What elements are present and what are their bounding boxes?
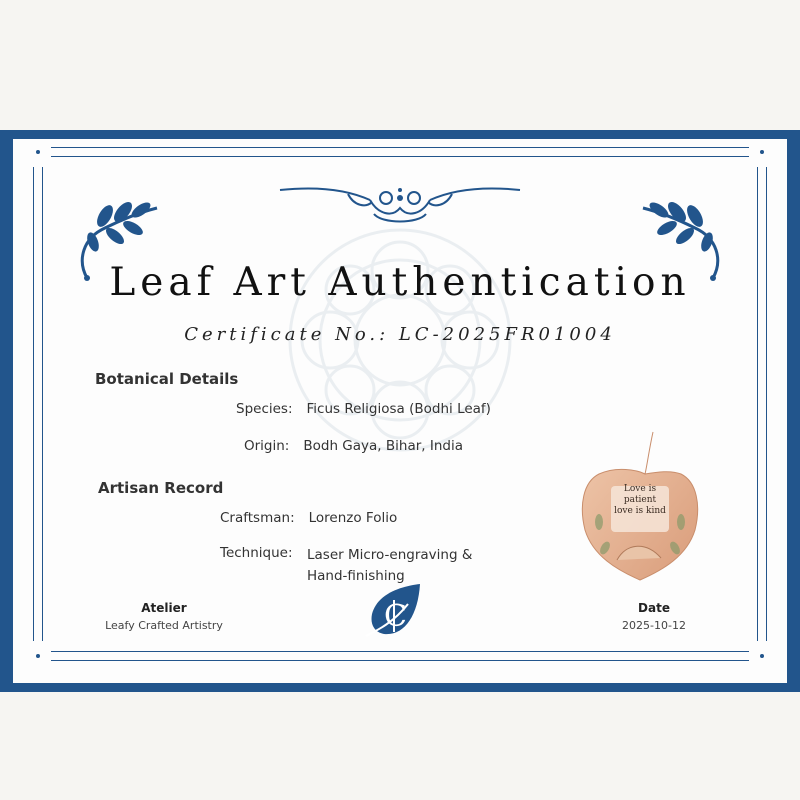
certificate-number: Certificate No.: LC-2025FR01004 xyxy=(184,324,616,345)
corner-dot-icon xyxy=(760,654,764,658)
craftsman-field xyxy=(220,510,397,526)
technique-value-wrap xyxy=(307,545,492,587)
date-value: 2025-10-12 xyxy=(622,619,686,632)
border-line-bottom-outer xyxy=(51,660,749,661)
logo-letter: C xyxy=(384,599,407,634)
artisan-record-heading: Artisan Record xyxy=(98,479,224,497)
origin-field xyxy=(244,438,463,454)
atelier-label: Atelier xyxy=(141,601,187,615)
origin-label: Origin: xyxy=(244,438,290,454)
technique-field xyxy=(220,545,307,561)
technique-label: Technique: xyxy=(220,545,293,561)
certificate-title: Leaf Art Authentication xyxy=(109,260,691,305)
corner-dot-icon xyxy=(760,150,764,154)
craftsman-value: Lorenzo Folio xyxy=(308,510,398,526)
ornamental-flourish-icon xyxy=(278,184,522,226)
leaf-inscription xyxy=(607,484,673,517)
botanical-details-heading: Botanical Details xyxy=(95,370,239,388)
border-line-right-outer xyxy=(766,167,767,641)
atelier-value: Leafy Crafted Artistry xyxy=(105,619,223,632)
leaf-logo-icon xyxy=(364,582,424,638)
species-label: Species: xyxy=(236,401,293,417)
date-label: Date xyxy=(638,601,670,615)
species-value: Ficus Religiosa (Bodhi Leaf) xyxy=(306,401,491,417)
craftsman-label: Craftsman: xyxy=(220,510,295,526)
border-line-top-outer xyxy=(51,147,749,148)
border-line-bottom-inner xyxy=(51,651,749,652)
border-line-right-inner xyxy=(757,167,758,641)
species-field xyxy=(236,401,491,417)
origin-value: Bodh Gaya, Bihar, India xyxy=(303,438,463,454)
technique-value: Laser Micro-engraving & Hand-finishing xyxy=(307,547,473,584)
corner-dot-icon xyxy=(36,150,40,154)
leaf-inscription-line2: love is kind xyxy=(614,506,666,516)
border-line-left-outer xyxy=(33,167,34,641)
bodhi-leaf-artwork xyxy=(577,430,703,582)
corner-dot-icon xyxy=(36,654,40,658)
border-line-left-inner xyxy=(42,167,43,641)
leaf-inscription-line1: Love is patient xyxy=(623,484,657,505)
border-line-top-inner xyxy=(51,156,749,157)
